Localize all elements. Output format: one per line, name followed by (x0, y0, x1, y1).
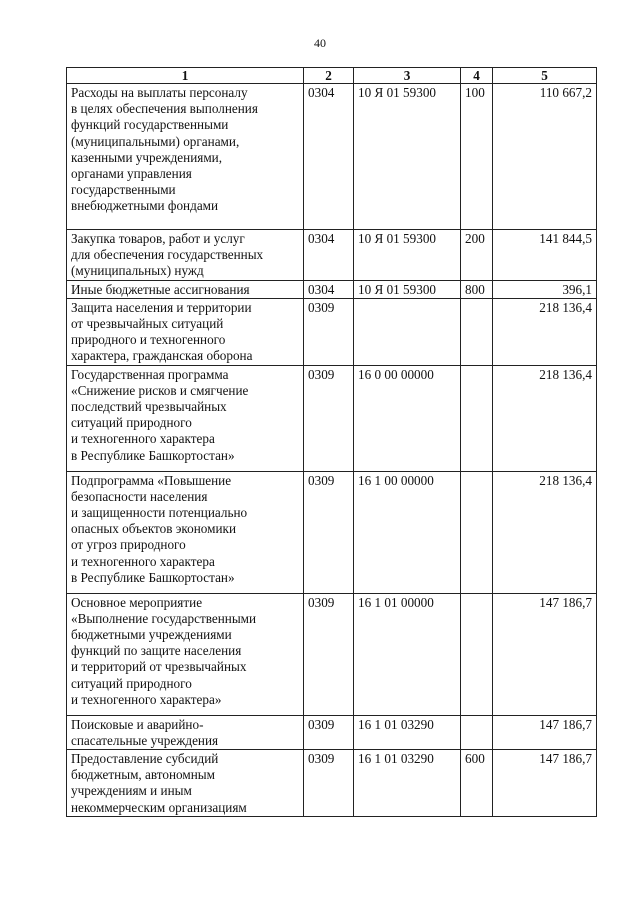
row-name-line: ситуаций природного (71, 415, 192, 431)
row-name-line: внебюджетными фондами (71, 198, 219, 214)
expense-type-cell: 800 (461, 280, 493, 298)
row-name-cell (67, 365, 304, 471)
table-body (67, 84, 597, 817)
row-name-line: функций государственными (71, 117, 229, 133)
expense-type-cell (461, 715, 493, 749)
row-name-cell (67, 230, 304, 281)
row-name-line: казенными учреждениями, (71, 149, 223, 165)
row-name-cell (67, 715, 304, 749)
amount-cell: 147 186,7 (493, 715, 597, 749)
row-name-line: органами управления (71, 166, 192, 182)
amount-cell: 110 667,2 (493, 84, 597, 230)
expense-type-cell (461, 298, 493, 365)
row-name-line: характера, гражданская оборона (71, 348, 253, 364)
row-name-line: некоммерческим организациям (71, 799, 247, 815)
column-header-1: 1 (67, 68, 304, 84)
row-name-line: (муниципальными) органами, (71, 133, 240, 149)
row-name-line: и техногенного характера (71, 553, 215, 569)
budget-table (66, 67, 597, 817)
section-cell: 0304 (304, 230, 354, 281)
expense-type-cell (461, 471, 493, 593)
target-code-cell: 10 Я 01 59300 (354, 84, 461, 230)
row-name-line: ситуаций природного (71, 675, 192, 691)
row-name-line: и защищенности потенциально (71, 505, 248, 521)
row-name-line: бюджетным, автономным (71, 767, 215, 783)
table-row (67, 84, 597, 230)
row-name-cell (67, 593, 304, 715)
table-row (67, 298, 597, 365)
row-name-line: Основное мероприятие (71, 594, 203, 610)
column-header-2: 2 (304, 68, 354, 84)
target-code-cell: 16 1 01 03290 (354, 750, 461, 817)
row-name-line: от чрезвычайных ситуаций (71, 316, 224, 332)
expense-type-cell: 100 (461, 84, 493, 230)
row-name-line: государственными (71, 182, 176, 198)
amount-cell: 147 186,7 (493, 593, 597, 715)
page-number: 40 (314, 36, 326, 50)
expense-type-cell: 200 (461, 230, 493, 281)
column-header-4: 4 (461, 68, 493, 84)
amount-cell: 218 136,4 (493, 471, 597, 593)
row-name-cell (67, 280, 304, 298)
row-name-line: в целях обеспечения выполнения (71, 101, 258, 117)
section-cell: 0309 (304, 715, 354, 749)
target-code-cell: 10 Я 01 59300 (354, 230, 461, 281)
row-name-line: Иные бюджетные ассигнования (71, 281, 250, 297)
target-code-cell: 16 1 01 03290 (354, 715, 461, 749)
expense-type-cell (461, 365, 493, 471)
row-name-line: Защита населения и территории (71, 299, 252, 315)
target-code-cell: 16 1 00 00000 (354, 471, 461, 593)
row-name-line: природного и техногенного (71, 332, 226, 348)
column-header-5: 5 (493, 68, 597, 84)
amount-cell: 218 136,4 (493, 298, 597, 365)
row-name-line: для обеспечения государственных (71, 247, 264, 263)
row-name-line: «Выполнение государственными (71, 610, 257, 626)
section-cell: 0309 (304, 298, 354, 365)
table-header-row (67, 68, 597, 84)
target-code-cell: 16 1 01 00000 (354, 593, 461, 715)
table-row (67, 365, 597, 471)
amount-cell: 141 844,5 (493, 230, 597, 281)
row-name-line: в Республике Башкортостан» (71, 569, 235, 585)
row-name-line: безопасности населения (71, 488, 208, 504)
section-cell: 0309 (304, 471, 354, 593)
section-cell: 0309 (304, 750, 354, 817)
row-name-line: учреждениям и иным (71, 783, 192, 799)
row-name-line: и техногенного характера (71, 431, 215, 447)
target-code-cell: 16 0 00 00000 (354, 365, 461, 471)
row-name-cell (67, 750, 304, 817)
table-row (67, 593, 597, 715)
target-code-cell (354, 298, 461, 365)
row-name-line: в Республике Башкортостан» (71, 447, 235, 463)
amount-cell: 218 136,4 (493, 365, 597, 471)
row-name-line: «Снижение рисков и смягчение (71, 382, 249, 398)
row-name-cell (67, 84, 304, 230)
amount-cell: 147 186,7 (493, 750, 597, 817)
row-name-line: спасательные учреждения (71, 732, 219, 748)
row-name-cell (67, 471, 304, 593)
table-row (67, 750, 597, 817)
row-name-line: опасных объектов экономики (71, 521, 237, 537)
row-name-line: и техногенного характера» (71, 691, 222, 707)
row-name-line: и территорий от чрезвычайных (71, 659, 247, 675)
row-name-line: последствий чрезвычайных (71, 399, 227, 415)
target-code-cell: 10 Я 01 59300 (354, 280, 461, 298)
row-name-line: Государственная программа (71, 366, 229, 382)
row-name-line: Предоставление субсидий (71, 751, 219, 767)
expense-type-cell: 600 (461, 750, 493, 817)
row-name-line: Расходы на выплаты персоналу (71, 85, 248, 100)
row-name-line: Подпрограмма «Повышение (71, 472, 232, 488)
amount-cell: 396,1 (493, 280, 597, 298)
section-cell: 0309 (304, 365, 354, 471)
table-row (67, 715, 597, 749)
section-cell: 0309 (304, 593, 354, 715)
table-row (67, 280, 597, 298)
row-name-line: функций по защите населения (71, 643, 242, 659)
row-name-line: Закупка товаров, работ и услуг (71, 231, 245, 246)
row-name-cell (67, 298, 304, 365)
column-header-3: 3 (354, 68, 461, 84)
table-row (67, 471, 597, 593)
section-cell: 0304 (304, 280, 354, 298)
expense-type-cell (461, 593, 493, 715)
row-name-line: Поисковые и аварийно- (71, 716, 204, 732)
section-cell: 0304 (304, 84, 354, 230)
row-name-line: (муниципальных) нужд (71, 263, 204, 279)
row-name-line: бюджетными учреждениями (71, 627, 232, 643)
row-name-line: от угроз природного (71, 537, 186, 553)
table-row (67, 230, 597, 281)
